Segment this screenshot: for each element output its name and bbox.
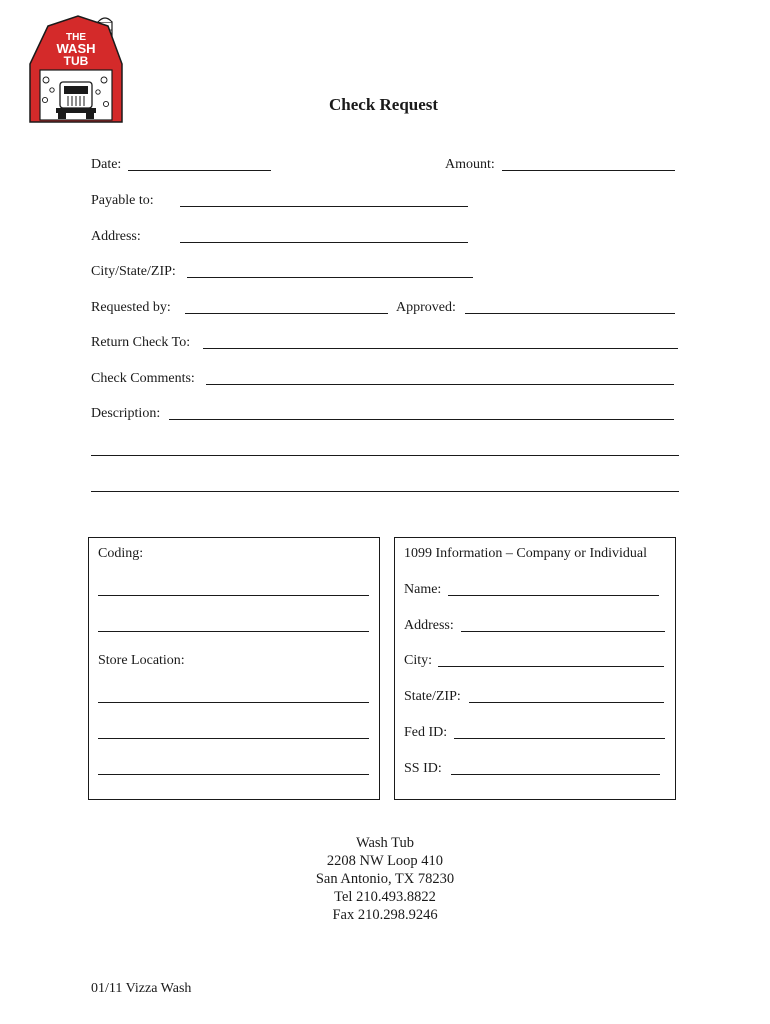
coding-label: Coding: <box>98 546 144 561</box>
requested-by-field[interactable] <box>185 313 388 314</box>
company-address-block <box>285 834 485 924</box>
info-name-field[interactable] <box>448 595 659 596</box>
info-ss-id-field[interactable] <box>451 774 660 775</box>
page-title: Check Request <box>329 95 439 114</box>
svg-text:THE: THE <box>66 32 86 43</box>
svg-text:WASH: WASH <box>56 41 96 56</box>
company-tel: Tel 210.493.8822 <box>334 889 436 905</box>
info-fed-id-label: Fed ID: <box>404 725 448 740</box>
coding-line-2[interactable] <box>98 631 369 632</box>
store-location-line-1[interactable] <box>98 702 369 703</box>
check-comments-field[interactable] <box>206 384 674 385</box>
company-name: Wash Tub <box>355 835 415 851</box>
wash-tub-logo <box>26 14 128 124</box>
date-field[interactable] <box>128 170 271 171</box>
info-city-field[interactable] <box>438 666 664 667</box>
svg-text:TUB: TUB <box>63 54 89 68</box>
approved-label: Approved: <box>396 300 456 315</box>
coding-line-1[interactable] <box>98 595 369 596</box>
date-label: Date: <box>91 157 122 172</box>
return-check-to-field[interactable] <box>203 348 678 349</box>
check-comments-label: Check Comments: <box>91 371 195 386</box>
description-line-3[interactable] <box>91 491 679 492</box>
description-label: Description: <box>91 406 161 421</box>
description-line-2[interactable] <box>91 455 679 456</box>
amount-label: Amount: <box>445 157 495 172</box>
address-label: Address: <box>91 229 141 244</box>
info-ss-id-label: SS ID: <box>404 761 442 776</box>
company-fax: Fax 210.298.9246 <box>332 907 438 923</box>
store-location-line-3[interactable] <box>98 774 369 775</box>
info-1099-header: 1099 Information – Company or Individual <box>404 546 648 561</box>
return-check-to-label: Return Check To: <box>91 335 191 350</box>
approved-field[interactable] <box>465 313 675 314</box>
info-state-zip-field[interactable] <box>469 702 664 703</box>
city-state-zip-field[interactable] <box>187 277 473 278</box>
version-note: 01/11 Vizza Wash <box>91 981 192 996</box>
info-fed-id-field[interactable] <box>454 738 665 739</box>
payable-to-label: Payable to: <box>91 193 154 208</box>
store-location-label: Store Location: <box>98 653 185 668</box>
info-address-field[interactable] <box>461 631 665 632</box>
info-state-zip-label: State/ZIP: <box>404 689 461 704</box>
info-address-label: Address: <box>404 618 454 633</box>
company-city: San Antonio, TX 78230 <box>315 871 455 887</box>
requested-by-label: Requested by: <box>91 300 171 315</box>
info-city-label: City: <box>404 653 433 668</box>
city-state-zip-label: City/State/ZIP: <box>91 264 176 279</box>
store-location-line-2[interactable] <box>98 738 369 739</box>
company-street: 2208 NW Loop 410 <box>326 853 444 869</box>
info-name-label: Name: <box>404 582 442 597</box>
address-field[interactable] <box>180 242 468 243</box>
payable-to-field[interactable] <box>180 206 468 207</box>
description-field[interactable] <box>169 419 674 420</box>
amount-field[interactable] <box>502 170 675 171</box>
